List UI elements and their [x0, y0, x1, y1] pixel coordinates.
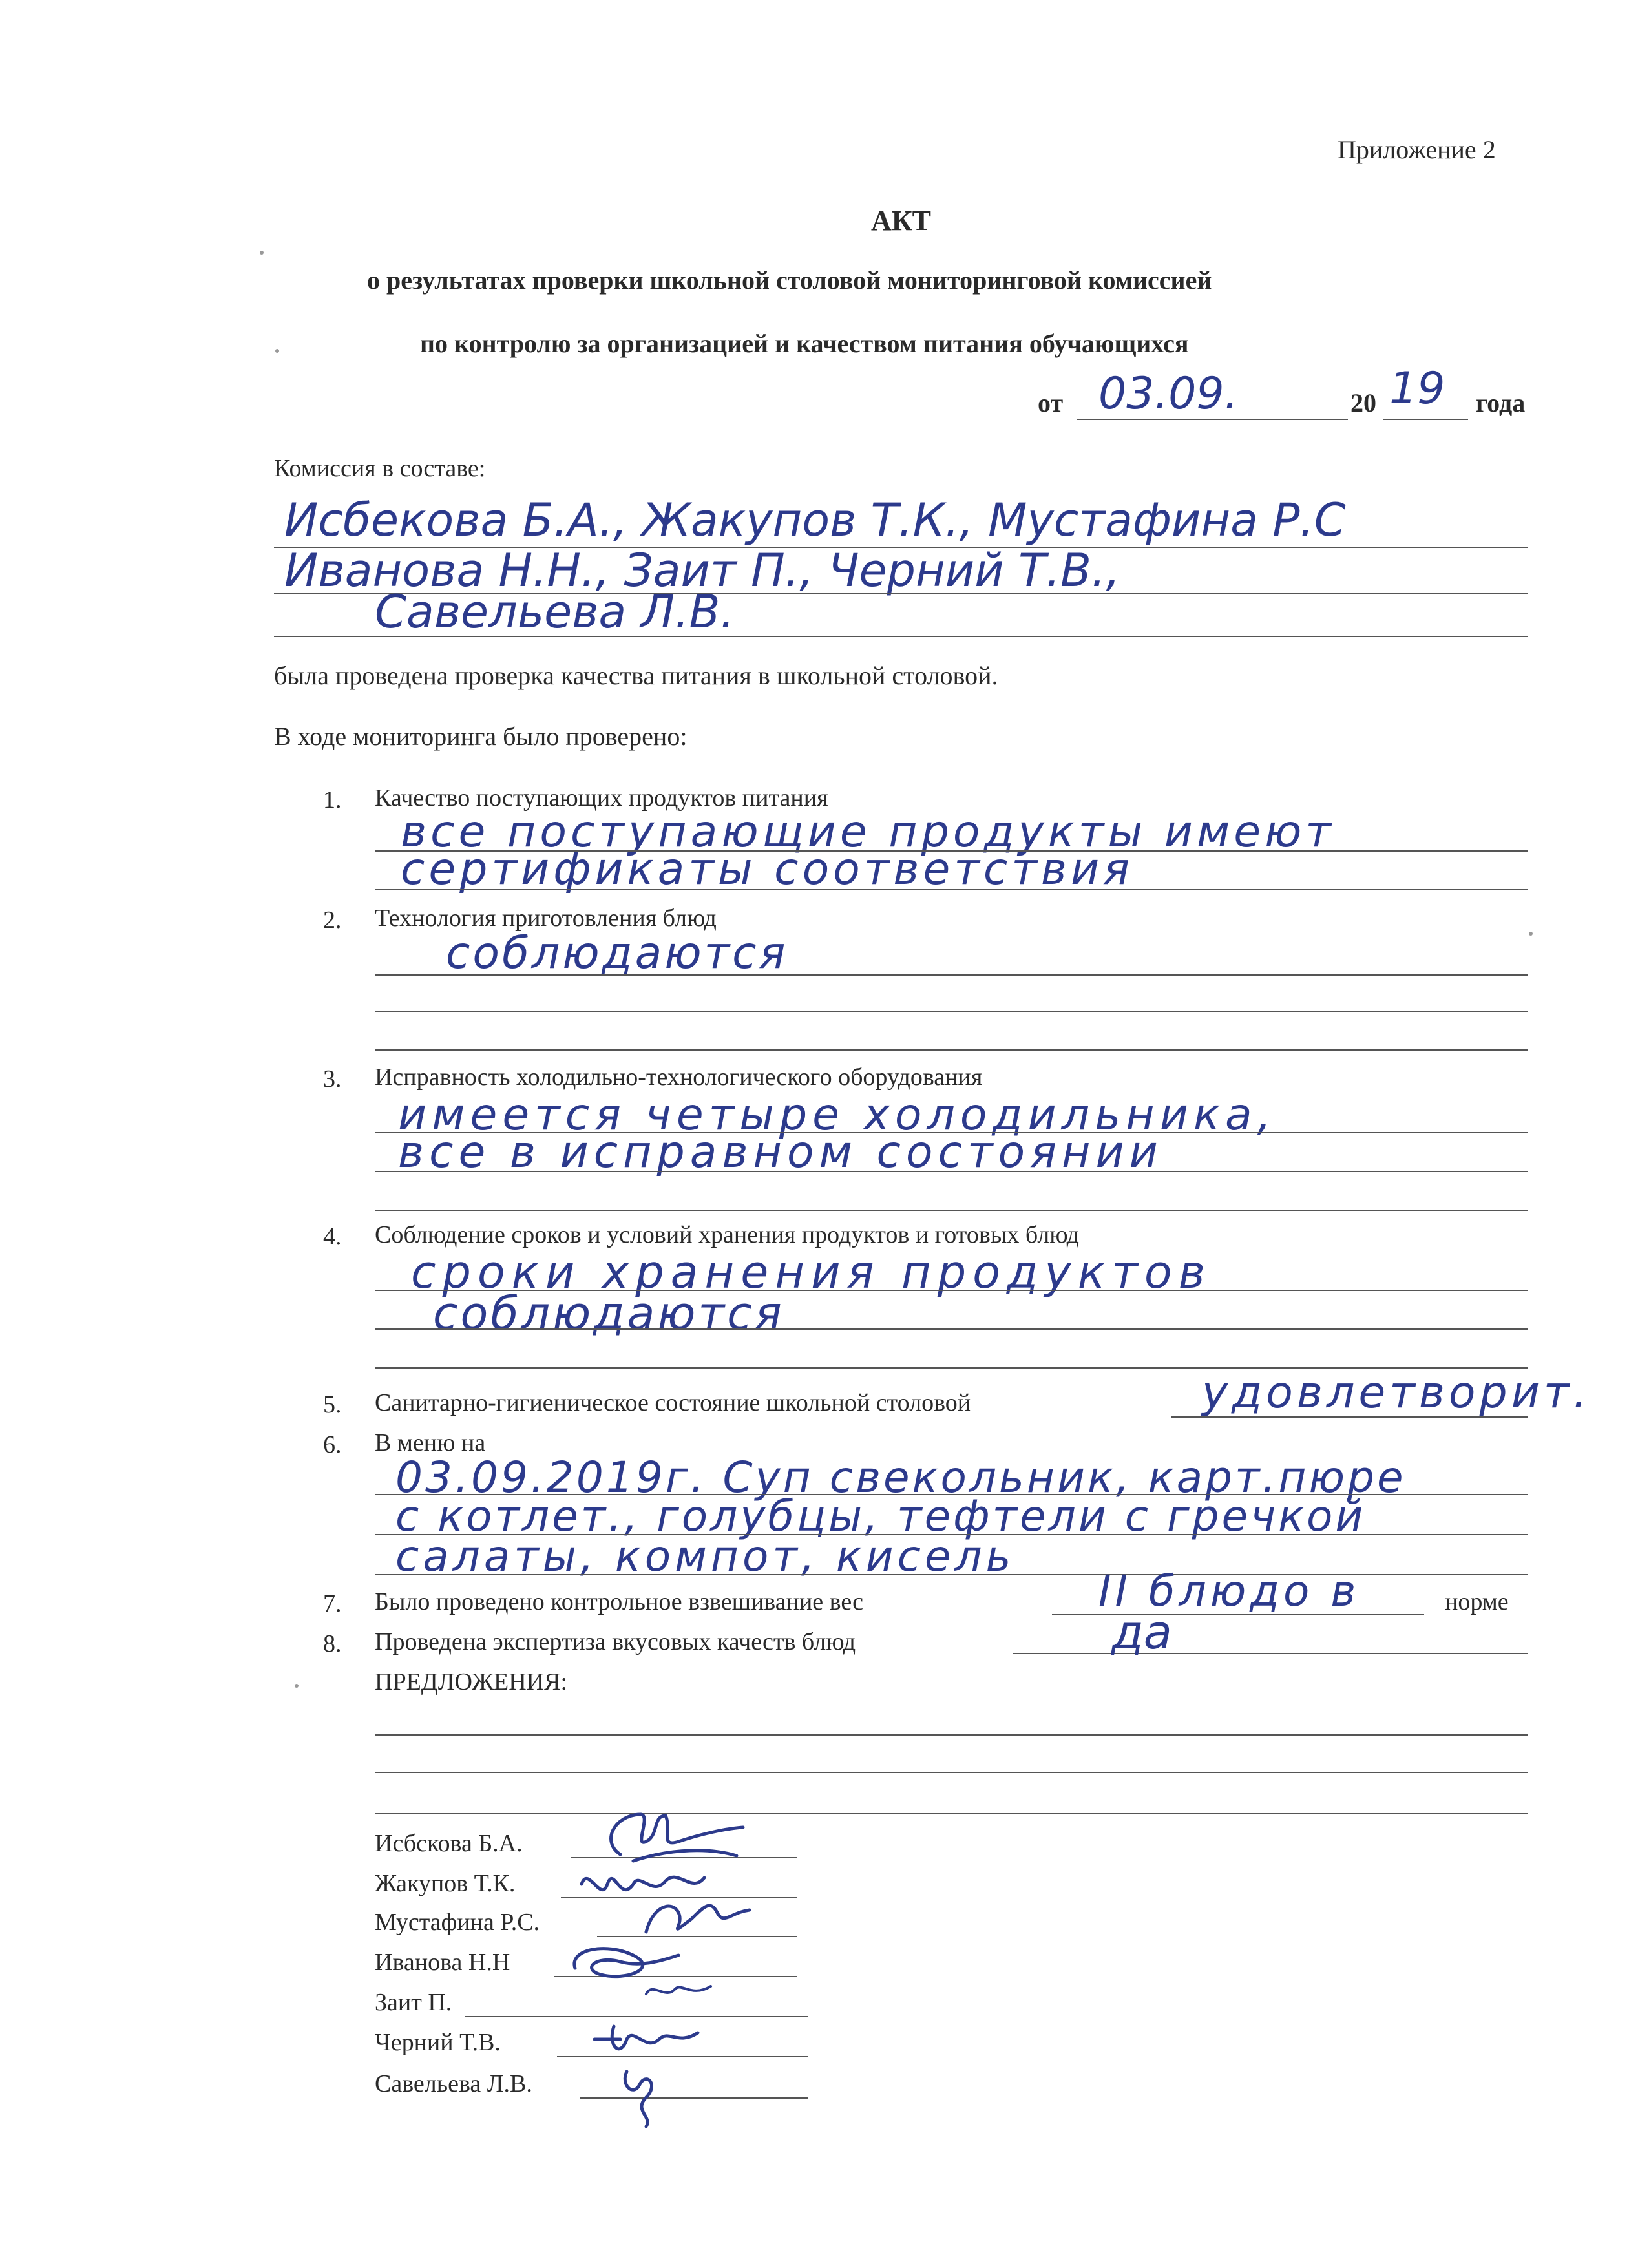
item-rule — [375, 974, 1528, 976]
item-number: 7. — [323, 1590, 342, 1617]
item-number: 8. — [323, 1630, 342, 1657]
appendix-label: Приложение 2 — [1338, 135, 1496, 164]
commission-label: Комиссия в составе: — [274, 455, 486, 482]
commission-rule-3 — [274, 636, 1528, 637]
item-answer: II блюдо в — [1098, 1566, 1360, 1616]
date-prefix: от — [1038, 388, 1064, 417]
item-number: 3. — [323, 1066, 342, 1093]
item-answer: удовлетворит. — [1202, 1367, 1591, 1418]
scan-speck — [260, 251, 264, 255]
item-label: Исправность холодильно-технологического оборудования — [375, 1064, 983, 1091]
monitoring-intro: В ходе мониторинга было проверено: — [274, 722, 688, 751]
item-number: 4. — [323, 1223, 342, 1250]
item-label: Санитарно-гигиеническое состояние школьной столовой — [375, 1389, 971, 1416]
signatory-name: Жакупов Т.К. — [375, 1870, 516, 1897]
item-number: 2. — [323, 907, 342, 934]
item-number: 5. — [323, 1391, 342, 1418]
date-year-prefix: 20 — [1350, 388, 1376, 417]
subtitle-line-1: о результатах проверки школьной столовой мониторинговой комиссией — [367, 266, 1212, 295]
date-year-suffix: 19 — [1389, 363, 1445, 414]
item-answer: соблюдаются — [446, 928, 788, 979]
item-rule — [375, 1011, 1528, 1012]
commission-member-line-1: Исбекова Б.А., Жакупов Т.К., Мустафина Р.С — [284, 494, 1346, 547]
signatory-name: Заит П. — [375, 1989, 452, 2016]
signatory-name: Исбскова Б.А. — [375, 1830, 523, 1857]
item-answer: соблюдаются — [433, 1287, 784, 1340]
item-rule — [375, 1210, 1528, 1211]
signatory-name: Мустафина Р.С. — [375, 1909, 540, 1936]
scan-speck — [1529, 932, 1533, 936]
item-rule — [375, 889, 1528, 890]
item-label: Проведена экспертиза вкусовых качеств блюд — [375, 1628, 856, 1655]
date-suffix: года — [1476, 388, 1526, 417]
item-label: Было проведено контрольное взвешивание вес — [375, 1588, 864, 1615]
item-suffix: норме — [1445, 1588, 1509, 1615]
commission-member-line-2: Иванова Н.Н., Заит П., Черний Т.В., — [284, 544, 1120, 597]
commission-member-line-3: Савельева Л.В. — [375, 585, 735, 638]
check-statement: была проведена проверка качества питания в школьной столовой. — [274, 661, 998, 690]
scan-speck — [275, 349, 279, 353]
signature-mark — [640, 1975, 717, 2007]
item-rule — [1013, 1653, 1528, 1654]
signatory-name: Иванова Н.Н — [375, 1949, 510, 1976]
item-answer: да — [1111, 1605, 1172, 1659]
document-title: АКТ — [871, 205, 932, 236]
item-answer: салаты, компот, кисель — [395, 1531, 1015, 1581]
item-label: Технология приготовления блюд — [375, 905, 717, 932]
item-number: 6. — [323, 1431, 342, 1458]
subtitle-line-2: по контролю за организацией и качеством питания обучающихся — [420, 329, 1189, 358]
signatory-name: Савельева Л.В. — [375, 2070, 532, 2097]
item-answer: сертификаты соответствия — [401, 844, 1134, 895]
proposals-label: ПРЕДЛОЖЕНИЯ: — [375, 1668, 568, 1696]
proposals-rule — [375, 1813, 1528, 1814]
item-label: Качество поступающих продуктов питания — [375, 784, 828, 812]
item-answer: 03.09.2019г. Суп свекольник, карт.пюре — [395, 1453, 1406, 1502]
item-answer: с котлет., голубцы, тефтели с гречкой — [395, 1491, 1366, 1541]
date-underline-2 — [1383, 419, 1468, 420]
item-answer: имеется четыре холодильника, — [398, 1089, 1277, 1140]
signature-mark — [594, 1803, 750, 1867]
date-day-month: 03.09. — [1098, 368, 1239, 419]
item-label: В меню на — [375, 1429, 486, 1456]
item-answer: все в исправном состоянии — [398, 1127, 1163, 1178]
signatory-name: Черний Т.В. — [375, 2029, 501, 2056]
item-rule — [375, 1171, 1528, 1172]
item-answer: сроки хранения продуктов — [411, 1246, 1212, 1299]
item-rule — [375, 1049, 1528, 1051]
proposals-rule — [375, 1734, 1528, 1736]
signature-mark — [607, 2059, 678, 2130]
item-rule — [375, 1328, 1528, 1330]
item-number: 1. — [323, 786, 342, 814]
signature-mark — [582, 2013, 711, 2065]
scan-speck — [295, 1684, 299, 1688]
proposals-rule — [375, 1772, 1528, 1773]
item-label: Соблюдение сроков и условий хранения продуктов и готовых блюд — [375, 1221, 1080, 1248]
item-answer: все поступающие продукты имеют — [401, 806, 1335, 857]
